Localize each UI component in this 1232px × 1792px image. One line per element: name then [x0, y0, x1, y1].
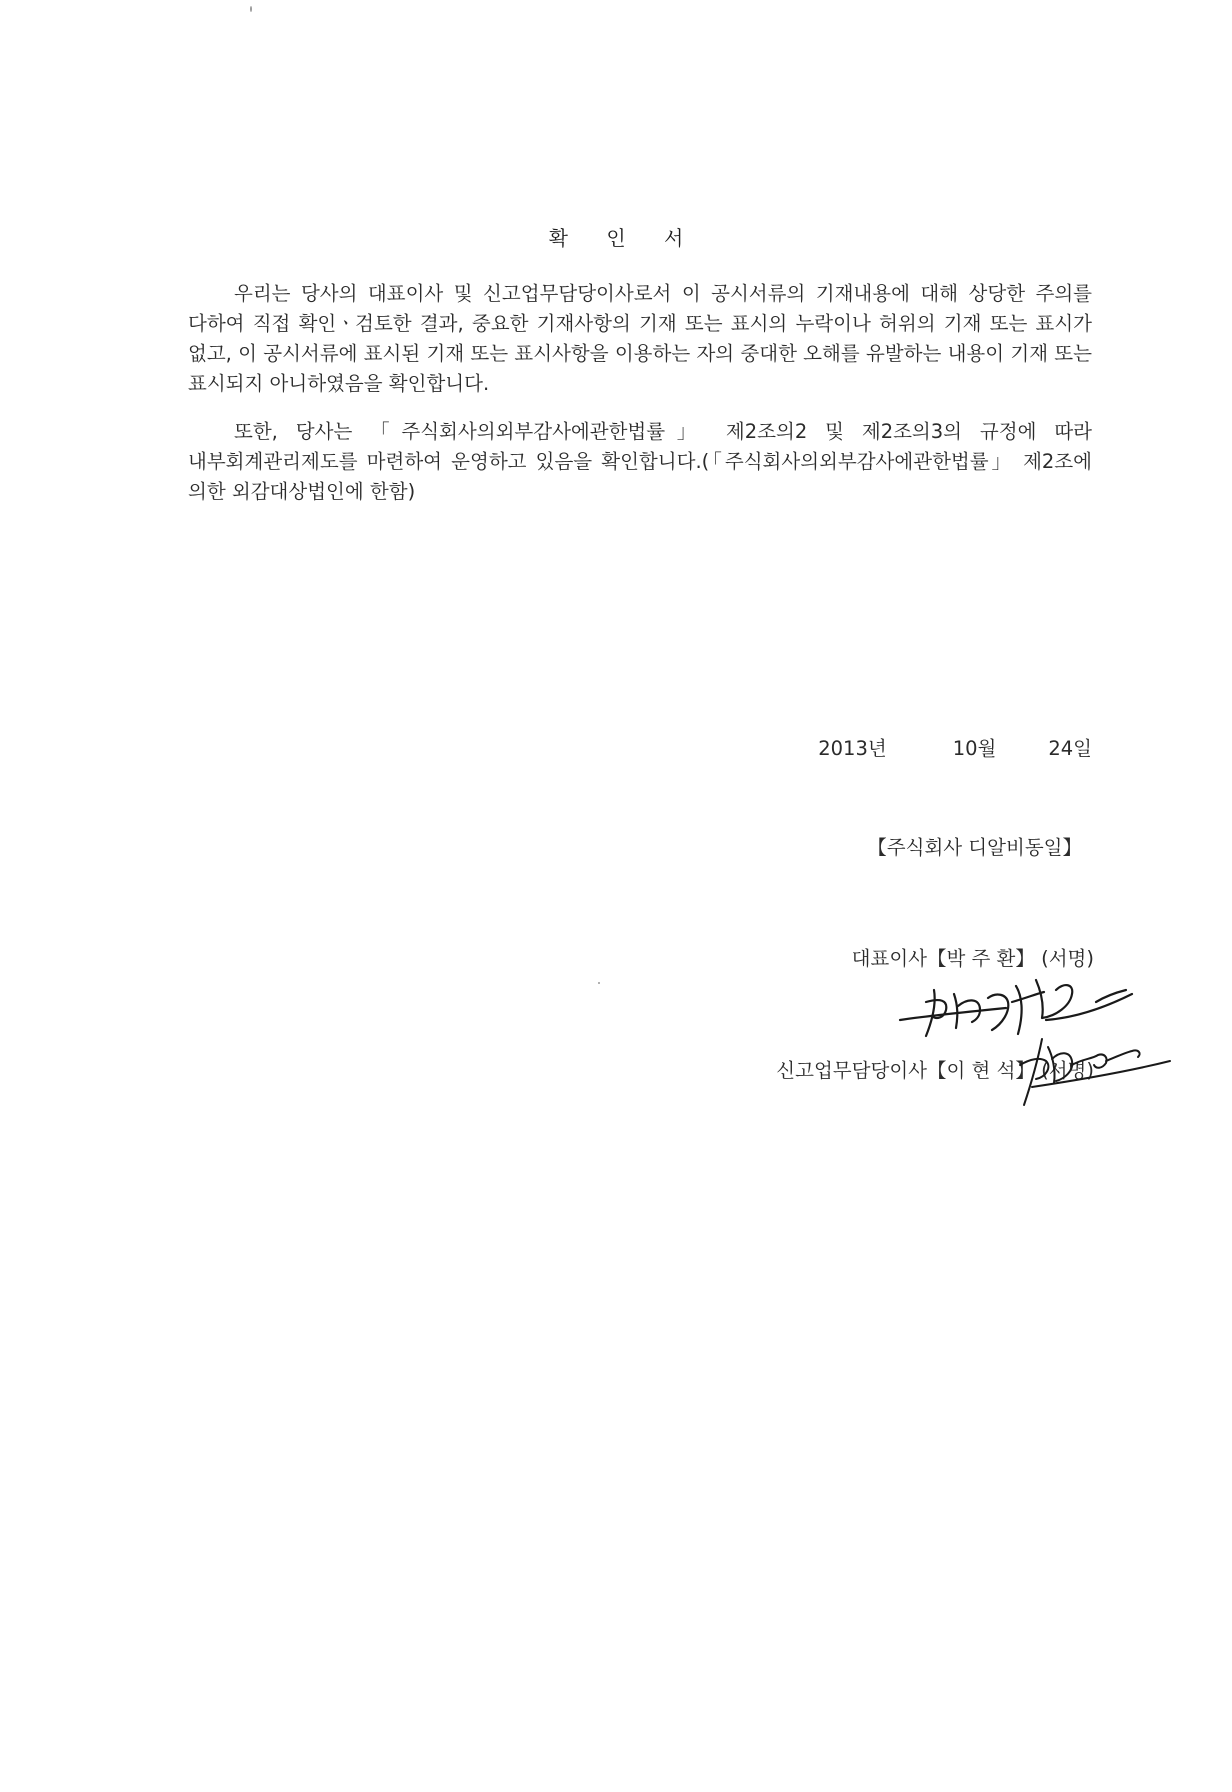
confirmation-paragraph-2: 또한, 당사는 「주식회사의외부감사에관한법률」 제2조의2 및 제2조의3의 규정에 따라 내부회계관리제도를 마련하여 운영하고 있음을 확인합니다.(「주식회사의외부감사에관한법률」 제2조에 의한 외감대상법인에 한함) [188, 420, 1092, 503]
date-day: 24일 [1048, 737, 1092, 760]
reporting-officer-signature-line: 신고업무담당이사【이 현 석】 (서명) [776, 1059, 1094, 1082]
date-year: 2013년 [818, 737, 887, 760]
date-month: 10월 [952, 737, 997, 760]
document-date [818, 733, 1092, 761]
document-title: 확 인 서 [548, 226, 700, 250]
ceo-signature-line: 대표이사【박 주 환】 (서명) [851, 947, 1094, 970]
scan-speck [250, 6, 252, 12]
company-name: 【주식회사 디알비동일】 [867, 836, 1082, 859]
scan-speck [598, 982, 600, 984]
ceo-handwritten-signature [896, 972, 1136, 1042]
confirmation-paragraph-1: 우리는 당사의 대표이사 및 신고업무담당이사로서 이 공시서류의 기재내용에 대해 상당한 주의를 다하여 직접 확인ㆍ검토한 결과, 중요한 기재사항의 기재 또는 표시의 누락이나 허위의 기재 또는 표시가 없고, 이 공시서류에 표시된 기재 또는 표시사항을 이용하는 자의 중대한 오해를 유발하는 내용이 기재 또는 표시되지 아니하였음을 확인합니다. [188, 282, 1092, 395]
